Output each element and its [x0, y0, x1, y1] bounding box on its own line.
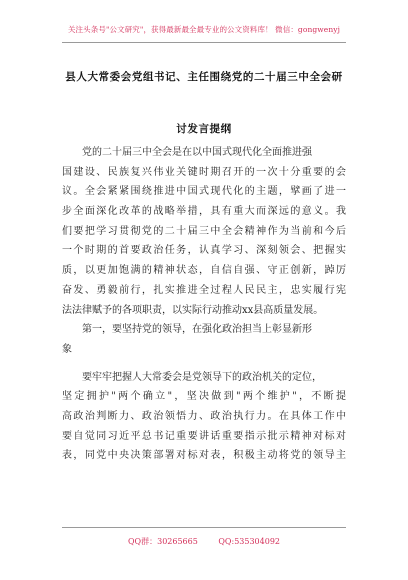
footer-qq-group: QQ群：30265665 [127, 537, 198, 546]
body-line: 质，以更加饱满的精神状态，自信自强、守正创新，踔厉 [62, 265, 346, 277]
body-line: 要自觉同习近平总书记重要讲话重要指示批示精神对标对 [62, 430, 346, 442]
section-heading-line: 象 [62, 343, 72, 355]
body-line: 国建设、民族复兴伟业关键时期召开的一次十分重要的会 [62, 166, 346, 178]
body-line: 们要把学习贯彻党的二十届三中全会精神作为当前和今后 [62, 225, 346, 237]
header-divider [62, 42, 346, 43]
body-line: 党的二十届三中全会是在以中国式现代化全面推进强 [82, 147, 312, 158]
document-title-line-2: 讨发言提纲 [176, 123, 232, 135]
document-title-line-1: 县人大常委会党组书记、主任围绕党的二十届三中全会研 [65, 71, 343, 83]
footer-divider [62, 527, 346, 528]
body-line: 坚定拥护"两个确立"，坚决做到"两个维护"，不断提 [62, 391, 346, 403]
document-body [62, 143, 346, 466]
body-line: 一个时期的首要政治任务，认真学习、深刻领会、把握实 [62, 245, 346, 257]
body-line: 奋发、勇毅前行，扎实推进全过程人民民主，忠实履行宪 [62, 284, 346, 296]
header-note: 关注头条号"公文研究"，获得最新最全最专业的公文资料库！ 微信：gongwenyj [67, 25, 341, 34]
footer-qq: QQ:535304092 [218, 537, 280, 546]
body-line: 议。全会紧紧围绕推进中国式现代化的主题，擘画了进一 [62, 186, 346, 198]
body-line: 步全面深化改革的战略举措，具有重大而深远的意义。我 [62, 206, 346, 218]
footer-contact [0, 536, 408, 547]
body-line: 高政治判断力、政治领悟力、政治执行力。在具体工作中 [62, 410, 346, 422]
body-line: 表，同党中央决策部署对标对表，积极主动将党的领导主 [62, 450, 346, 462]
body-line: 法法律赋予的各项职责，以实际行动推动xx县高质量发展。 [62, 304, 324, 316]
section-heading-line: 第一，要坚持党的领导，在强化政治担当上彰显新形 [82, 324, 312, 336]
body-line: 要牢牢把握人大常委会是党领导下的政治机关的定位， [82, 371, 322, 383]
